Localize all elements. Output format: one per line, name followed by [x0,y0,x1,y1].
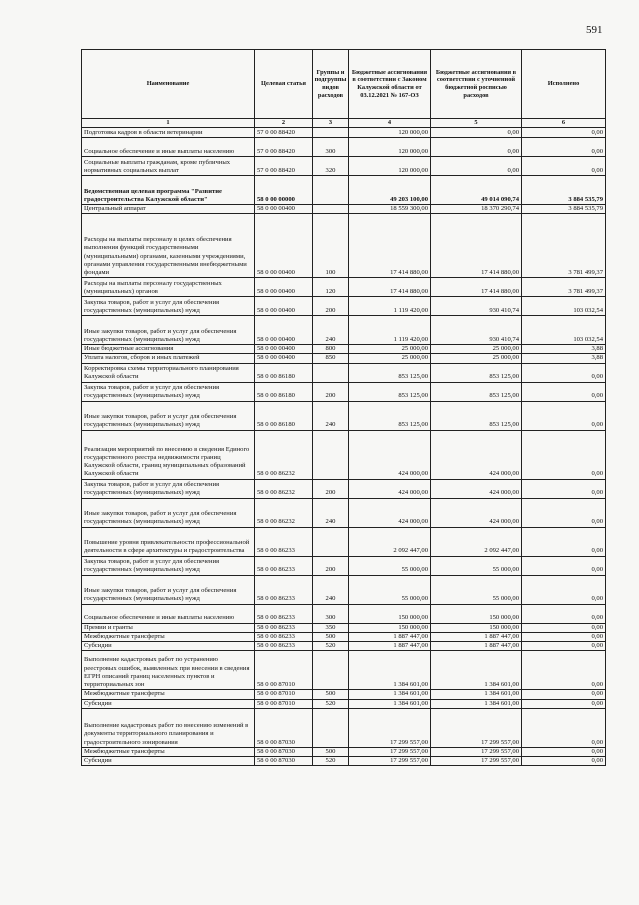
row-code: 58 0 00 87030 [255,757,313,766]
table-row [82,401,606,430]
row-name: Реализация мероприятий по внесению в сведения Единого государственного реестра недвижимости границ Калужской области, границ муниципальных образований Калужской области [82,430,255,479]
row-refined-amount: 930 410,74 [431,316,522,345]
row-code: 58 0 00 00400 [255,278,313,297]
row-law-amount: 49 203 100,00 [349,176,431,205]
row-executed-amount: 3,88 [522,354,606,363]
row-refined-amount: 17 299 557,00 [431,708,522,747]
row-name: Расходы на выплаты персоналу в целях обеспечения выполнения функций государственными (муниципальными) органами, казенными учреждениями, органами управления государственными внебюджетными фондами [82,214,255,278]
table-row [82,642,606,651]
row-name: Уплата налогов, сборов и иных платежей [82,354,255,363]
row-executed-amount: 0,00 [522,642,606,651]
table-row [82,157,606,176]
row-refined-amount: 853 125,00 [431,382,522,401]
row-executed-amount: 0,00 [522,430,606,479]
header-code: Целевая статья [255,50,313,119]
row-code: 57 0 00 88420 [255,138,313,157]
row-code: 58 0 00 86233 [255,604,313,623]
row-refined-amount: 424 000,00 [431,498,522,527]
row-name: Социальные выплаты гражданам, кроме публичных нормативных социальных выплат [82,157,255,176]
row-executed-amount: 0,00 [522,498,606,527]
row-law-amount: 853 125,00 [349,401,431,430]
row-group: 850 [313,354,349,363]
row-group: 800 [313,345,349,354]
row-group [313,527,349,556]
row-code: 58 0 00 00000 [255,176,313,205]
row-law-amount: 2 092 447,00 [349,527,431,556]
row-executed-amount: 0,00 [522,623,606,632]
row-group: 520 [313,642,349,651]
row-code: 58 0 00 86233 [255,623,313,632]
row-law-amount: 424 000,00 [349,430,431,479]
row-group: 100 [313,214,349,278]
row-name: Выполнение кадастровых работ по внесению изменений в документы территориального планирования и градостроительного зонирования [82,708,255,747]
row-law-amount: 17 299 557,00 [349,757,431,766]
row-executed-amount: 0,00 [522,138,606,157]
table-row [82,128,606,138]
row-code: 57 0 00 88420 [255,128,313,138]
row-law-amount: 55 000,00 [349,556,431,575]
table-row [82,363,606,382]
row-code: 58 0 00 87030 [255,708,313,747]
table-row [82,604,606,623]
table-row [82,430,606,479]
row-code: 58 0 00 86233 [255,575,313,604]
row-refined-amount: 17 414 880,00 [431,278,522,297]
column-number: 4 [349,119,431,128]
table-row [82,556,606,575]
row-refined-amount: 853 125,00 [431,363,522,382]
table-row [82,708,606,747]
row-name: Субсидии [82,699,255,708]
row-code: 58 0 00 00400 [255,316,313,345]
row-law-amount: 25 000,00 [349,354,431,363]
table-row [82,354,606,363]
table-row [82,138,606,157]
row-group: 240 [313,316,349,345]
table-row [82,527,606,556]
row-code: 58 0 00 00400 [255,297,313,316]
header-refined: Бюджетные ассигнования в соответствии с уточненной бюджетной росписью расходов [431,50,522,119]
row-name: Закупка товаров, работ и услуг для обеспечения государственных (муниципальных) нужд [82,382,255,401]
row-name: Субсидии [82,757,255,766]
row-code: 58 0 00 86233 [255,632,313,641]
row-law-amount: 25 000,00 [349,345,431,354]
row-refined-amount: 930 410,74 [431,297,522,316]
row-group [313,363,349,382]
row-executed-amount: 0,00 [522,382,606,401]
row-name: Центральный аппарат [82,205,255,214]
column-number-row [82,119,606,128]
row-group: 200 [313,479,349,498]
table-row [82,757,606,766]
row-group: 500 [313,690,349,699]
row-name: Закупка товаров, работ и услуг для обеспечения государственных (муниципальных) нужд [82,297,255,316]
row-name: Иные бюджетные ассигнования [82,345,255,354]
row-refined-amount: 49 014 090,74 [431,176,522,205]
row-law-amount: 424 000,00 [349,479,431,498]
row-law-amount: 120 000,00 [349,128,431,138]
budget-table [81,49,606,766]
row-law-amount: 1 384 601,00 [349,651,431,690]
row-law-amount: 18 559 300,00 [349,205,431,214]
row-executed-amount: 3 884 535,79 [522,176,606,205]
column-number: 3 [313,119,349,128]
row-name: Закупка товаров, работ и услуг для обеспечения государственных (муниципальных) нужд [82,479,255,498]
row-refined-amount: 853 125,00 [431,401,522,430]
row-executed-amount: 103 032,54 [522,297,606,316]
row-executed-amount: 0,00 [522,556,606,575]
row-refined-amount: 1 384 601,00 [431,699,522,708]
row-group: 350 [313,623,349,632]
row-refined-amount: 55 000,00 [431,575,522,604]
row-executed-amount: 0,00 [522,747,606,756]
row-code: 58 0 00 86233 [255,642,313,651]
column-number: 2 [255,119,313,128]
row-code: 58 0 00 87010 [255,651,313,690]
row-code: 58 0 00 86233 [255,527,313,556]
row-name: Закупка товаров, работ и услуг для обеспечения государственных (муниципальных) нужд [82,556,255,575]
row-name: Социальное обеспечение и иные выплаты населению [82,604,255,623]
row-law-amount: 1 384 601,00 [349,699,431,708]
row-refined-amount: 1 887 447,00 [431,642,522,651]
row-code: 58 0 00 87030 [255,747,313,756]
row-group: 520 [313,757,349,766]
row-name: Иные закупки товаров, работ и услуг для обеспечения государственных (муниципальных) нужд [82,316,255,345]
row-law-amount: 1 384 601,00 [349,690,431,699]
row-refined-amount: 1 384 601,00 [431,651,522,690]
row-group: 240 [313,498,349,527]
row-refined-amount: 150 000,00 [431,604,522,623]
row-law-amount: 1 119 420,00 [349,316,431,345]
row-group: 500 [313,632,349,641]
row-executed-amount: 0,00 [522,575,606,604]
row-code: 58 0 00 86233 [255,556,313,575]
row-group [313,708,349,747]
row-group: 200 [313,382,349,401]
row-executed-amount: 0,00 [522,757,606,766]
table-row [82,176,606,205]
row-law-amount: 17 299 557,00 [349,747,431,756]
row-law-amount: 17 414 880,00 [349,278,431,297]
column-number: 6 [522,119,606,128]
row-refined-amount: 17 299 557,00 [431,747,522,756]
row-refined-amount: 0,00 [431,157,522,176]
table-row [82,632,606,641]
row-refined-amount: 2 092 447,00 [431,527,522,556]
row-law-amount: 17 299 557,00 [349,708,431,747]
row-code: 58 0 00 87010 [255,699,313,708]
row-name: Премии и гранты [82,623,255,632]
row-executed-amount: 0,00 [522,651,606,690]
row-refined-amount: 0,00 [431,138,522,157]
row-executed-amount: 0,00 [522,401,606,430]
table-row [82,382,606,401]
row-executed-amount: 0,00 [522,157,606,176]
row-name: Выполнение кадастровых работ по устранению реестровых ошибок, выявленных при внесении в сведения ЕГРН описаний границ населенных пунктов и территориальных зон [82,651,255,690]
row-group: 200 [313,297,349,316]
row-group: 240 [313,401,349,430]
row-executed-amount: 0,00 [522,363,606,382]
row-group [313,176,349,205]
table-row [82,345,606,354]
row-refined-amount: 55 000,00 [431,556,522,575]
row-executed-amount: 3,88 [522,345,606,354]
row-executed-amount: 0,00 [522,708,606,747]
row-executed-amount: 0,00 [522,690,606,699]
row-name: Повышение уровня привлекательности профессиональной деятельности в сфере архитектуры и градостроительства [82,527,255,556]
header-group: Группы и подгруппы видов расходов [313,50,349,119]
row-name: Корректировка схемы территориального планирования Калужской области [82,363,255,382]
row-code: 57 0 00 88420 [255,157,313,176]
row-refined-amount: 18 370 290,74 [431,205,522,214]
row-law-amount: 150 000,00 [349,604,431,623]
row-law-amount: 17 414 880,00 [349,214,431,278]
row-law-amount: 120 000,00 [349,157,431,176]
row-code: 58 0 00 86180 [255,363,313,382]
row-law-amount: 1 887 447,00 [349,642,431,651]
row-executed-amount: 3 884 535,79 [522,205,606,214]
row-executed-amount: 3 781 499,37 [522,214,606,278]
row-law-amount: 424 000,00 [349,498,431,527]
table-row [82,278,606,297]
row-law-amount: 1 887 447,00 [349,632,431,641]
header-law: Бюджетные ассигнования в соответствии с Законом Калужской области от 03.12.2021 № 167-ОЗ [349,50,431,119]
row-executed-amount: 0,00 [522,604,606,623]
row-code: 58 0 00 86232 [255,430,313,479]
row-refined-amount: 1 887 447,00 [431,632,522,641]
row-law-amount: 1 119 420,00 [349,297,431,316]
row-refined-amount: 1 384 601,00 [431,690,522,699]
row-code: 58 0 00 00400 [255,345,313,354]
row-executed-amount: 3 781 499,37 [522,278,606,297]
row-name: Иные закупки товаров, работ и услуг для обеспечения государственных (муниципальных) нужд [82,498,255,527]
row-executed-amount: 0,00 [522,527,606,556]
row-group: 120 [313,278,349,297]
row-code: 58 0 00 87010 [255,690,313,699]
row-law-amount: 853 125,00 [349,382,431,401]
row-code: 58 0 00 86232 [255,479,313,498]
row-law-amount: 55 000,00 [349,575,431,604]
table-row [82,316,606,345]
row-refined-amount: 150 000,00 [431,623,522,632]
row-executed-amount: 0,00 [522,632,606,641]
table-row [82,297,606,316]
header-name: Наименование [82,50,255,119]
table-body [82,128,606,766]
page-number: 591 [586,24,603,36]
row-group: 200 [313,556,349,575]
row-name: Субсидии [82,642,255,651]
table-row [82,498,606,527]
row-code: 58 0 00 86180 [255,401,313,430]
row-code: 58 0 00 00400 [255,354,313,363]
row-group: 520 [313,699,349,708]
row-executed-amount: 0,00 [522,479,606,498]
table-row [82,690,606,699]
row-group [313,651,349,690]
row-group: 300 [313,138,349,157]
row-refined-amount: 17 414 880,00 [431,214,522,278]
row-executed-amount: 0,00 [522,128,606,138]
row-group: 240 [313,575,349,604]
table-row [82,214,606,278]
row-law-amount: 150 000,00 [349,623,431,632]
table-row [82,575,606,604]
table-row [82,747,606,756]
row-name: Иные закупки товаров, работ и услуг для обеспечения государственных (муниципальных) нужд [82,401,255,430]
row-name: Межбюджетные трансферты [82,690,255,699]
table-row [82,623,606,632]
row-name: Ведомственная целевая программа "Развитие градостроительства Калужской области" [82,176,255,205]
row-group [313,430,349,479]
table-row [82,479,606,498]
column-number: 5 [431,119,522,128]
table-row [82,651,606,690]
row-group [313,205,349,214]
header-executed: Исполнено [522,50,606,119]
row-code: 58 0 00 86180 [255,382,313,401]
row-executed-amount: 103 032,54 [522,316,606,345]
row-refined-amount: 25 000,00 [431,354,522,363]
row-name: Межбюджетные трансферты [82,632,255,641]
row-law-amount: 120 000,00 [349,138,431,157]
row-code: 58 0 00 00400 [255,205,313,214]
row-law-amount: 853 125,00 [349,363,431,382]
row-executed-amount: 0,00 [522,699,606,708]
header-row [82,50,606,119]
row-group: 500 [313,747,349,756]
row-refined-amount: 0,00 [431,128,522,138]
row-code: 58 0 00 00400 [255,214,313,278]
table-row [82,699,606,708]
row-refined-amount: 17 299 557,00 [431,757,522,766]
row-code: 58 0 00 86232 [255,498,313,527]
row-refined-amount: 424 000,00 [431,430,522,479]
row-group: 320 [313,157,349,176]
row-refined-amount: 424 000,00 [431,479,522,498]
row-name: Иные закупки товаров, работ и услуг для обеспечения государственных (муниципальных) нужд [82,575,255,604]
row-refined-amount: 25 000,00 [431,345,522,354]
row-name: Расходы на выплаты персоналу государственных (муниципальных) органов [82,278,255,297]
row-group [313,128,349,138]
table-row [82,205,606,214]
column-number: 1 [82,119,255,128]
row-name: Социальное обеспечение и иные выплаты населению [82,138,255,157]
row-name: Подготовка кадров в области ветеринарии [82,128,255,138]
row-name: Межбюджетные трансферты [82,747,255,756]
row-group: 300 [313,604,349,623]
